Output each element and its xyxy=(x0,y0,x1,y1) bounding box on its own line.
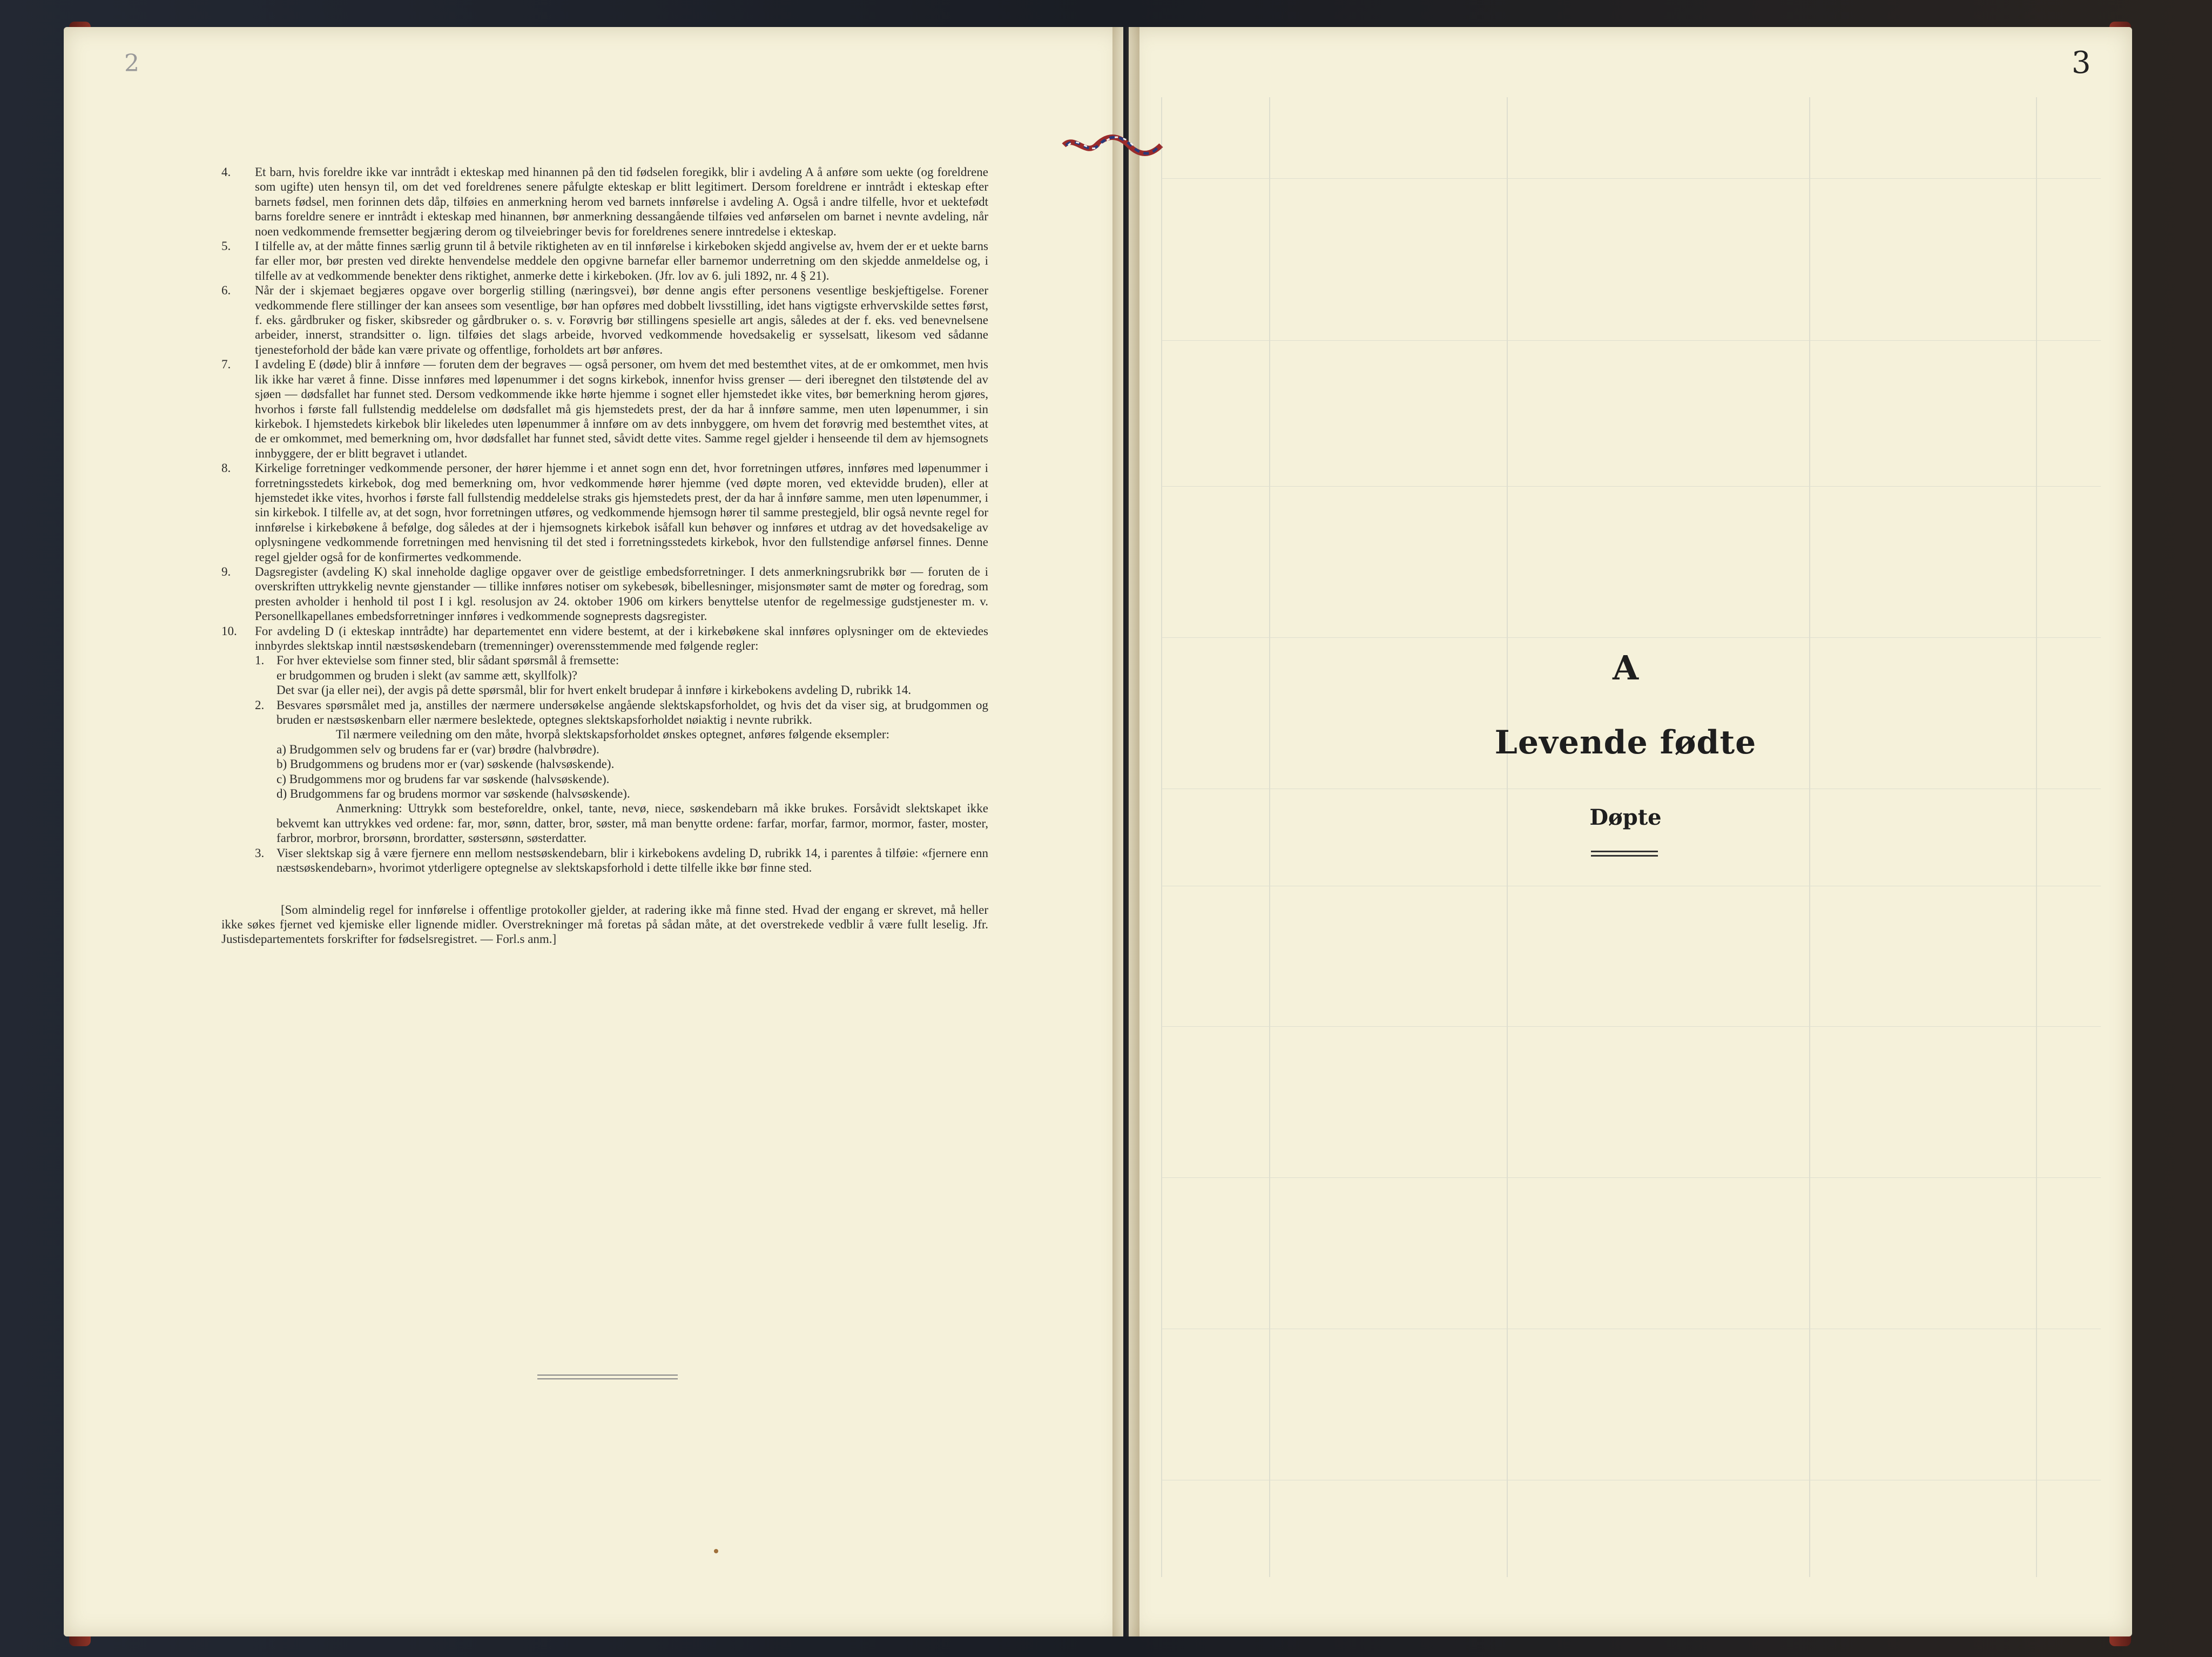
instruction-item-4 xyxy=(221,165,988,239)
item-text: Dagsregister (avdeling K) skal inneholde daglige opgaver over de geistlige embedsforretninger. I dets anmerkningsrubrikk bør — foruten de i overskriften uttrykkelig nevnte gjenstander — tillike innføres notiser om sykebesøk, bibellesninger, misjonsmøter samt de møter og foredrag, som presten avholder i henhold til post I i kgl. resolusjon av 24. oktober 1906 om kirkers benyttelse utenfor de regelmessige gudstjenester m. v. Personellkapellanes embedsforretninger innføres i vedkommende sogneprests dagsregister. xyxy=(255,564,988,623)
instruction-item-8 xyxy=(221,461,988,564)
bleed-through-table xyxy=(1161,97,2101,1577)
book-gutter xyxy=(1112,27,1139,1636)
item-text: Et barn, hvis foreldre ikke var inntrådt i ekteskap med hinannen på den tid fødselen foregikk, blir i avdeling A å anføre som uekte (og foreldrene som ugifte) uten hensyn til, om det ved foreldrenes senere påfulgte ekteskap er blitt legitimert. Dersom foreldrene er inntrådt i ekteskap efter barnets fødsel, men forinnen dets dåp, tilføies en anmerkning herom ved barnets innførelse i avdeling A. Også i andre tilfelle, hvor et uektefødt barns foreldre senere er inntrådt i ekteskap med hinannen, bør anmerkning dessangående tilføies ved anførselen om barnet i nevnte avdeling, når noen vedkommende fremsetter begjæring derom og tilveiebringer bevis for foreldrenes senere inntredelse i ekteskap. xyxy=(255,165,988,238)
example-b: b) Brudgommens og brudens mor er (var) søskende (halvsøskende). xyxy=(276,757,615,771)
rule-note: Anmerkning: Uttrykk som besteforeldre, onkel, tante, nevø, niece, søskendebarn må ikke brukes. Forsåvidt slektskapet ikke bekvemt kan uttrykkes ved ordene: far, mor, sønn, datter, bror, søster, må man benytte ordene: farfar, morfar, farmor, mormor, faster, moster, farbror, morbror, brorsønn, brordatter, søstersønn, søsterdatter. xyxy=(276,801,988,845)
item-text: Når der i skjemaet begjæres opgave over borgerlig stilling (næringsvei), bør denne angis efter personens vesentlige beskjeftigelse. Forener vedkommende flere stillinger der kan ansees som vesentlige, bør han opføres med dobbelt livsstilling, idet hans vigtigste erhvervskilde settes først, f. eks. gårdbruker og fisker, skibsreder og gårdbruker o. s. v. Forøvrig bør stillingens spesielle art angis, således at der f. eks. ved benevnelsene arbeider, innerst, strandsitter o. lign. tilføies det slags arbeide, hvorved vedkommende hovedsakelig er sysselsatt, likesom ved sådanne tjenesteforhold der både kan være private og offentlige, forholdets art bør anføres. xyxy=(255,284,988,356)
item-number: 10. xyxy=(221,624,237,638)
section-letter: A xyxy=(1612,648,1639,688)
item-number: 6. xyxy=(221,284,231,298)
instruction-item-9 xyxy=(221,564,988,624)
bookmark-ribbon-icon xyxy=(1058,132,1166,159)
example-a: a) Brudgommen selv og brudens far er (var) brødre (halvbrødre). xyxy=(276,742,599,756)
rule-number: 1. xyxy=(255,654,265,668)
divider-line xyxy=(537,1375,678,1376)
divider-line xyxy=(537,1378,678,1379)
instruction-item-7 xyxy=(221,357,988,461)
rule-1 xyxy=(255,653,988,697)
section-subtitle: Døpte xyxy=(1589,805,1662,830)
example-d: d) Brudgommens far og brudens mormor var søskende (halvsøskende). xyxy=(276,787,630,801)
rule-answer: Det svar (ja eller nei), der avgis på dette spørsmål, blir for hvert enkelt brudepar å innføre i kirkebokens avdeling D, rubrikk 14. xyxy=(276,683,912,697)
instruction-item-5 xyxy=(221,239,988,283)
rule-text: Besvares spørsmålet med ja, anstilles der nærmere undersøkelse angående slektskapsforholdet, og hvis det da viser sig, at brudgommen og bruden er næstsøskenbarn eller nærmere beslektede, optegnes slektskapsforholdet nøiaktig i nevnte rubrikk. xyxy=(276,698,988,727)
rule-text: Viser slektskap sig å være fjernere enn mellom nestsøskendebarn, blir i kirkebokens avdeling D, rubrikk 14, i parentes å tilføie: «fjernere enn næstsøskendebarn», hvorimot ytderligere optegnelse av slektskapsforhold i dette tilfelle ikke bør finne sted. xyxy=(276,846,988,875)
item-number: 8. xyxy=(221,461,231,475)
rule-2 xyxy=(255,698,988,846)
publisher-footnote: [Som almindelig regel for innførelse i offentlige protokoller gjelder, at radering ikke må finne sted. Hvad der engang er skrevet, må heller ikke søkes fjernet ved kjemiske eller lignende midler. Overstrekninger må foretas på sådan måte, at det overstrekede vedblir å være fullt leselig. Jfr. Justisdepartementets forskrifter for fødselsregistret. — Forl.s anm.] xyxy=(221,902,988,946)
item-text: For avdeling D (i ekteskap inntrådte) har departementet enn videre bestemt, at der i kirkebøkene skal innføres oplysninger om de ekteviedes innbyrdes slektskap inntil næstsøskendebarn (tremenninger) overensstemmende med følgende regler: xyxy=(255,624,988,652)
item-number: 9. xyxy=(221,564,231,578)
title-underline xyxy=(1591,855,1658,857)
example-c: c) Brudgommens mor og brudens far var søskende (halvsøskende). xyxy=(276,772,610,786)
right-page-number: 3 xyxy=(2072,45,2091,80)
rule-guidance: Til nærmere veiledning om den måte, hvorpå slektskapsforholdet ønskes optegnet, anføres følgende eksempler: xyxy=(336,728,889,742)
instruction-item-10 xyxy=(221,624,988,875)
rule-text: For hver ektevielse som finner sted, blir sådant spørsmål å fremsette: xyxy=(276,654,619,668)
instructions-text-block xyxy=(221,165,988,947)
item-number: 4. xyxy=(221,165,231,179)
title-underline xyxy=(1591,851,1658,852)
rule-number: 3. xyxy=(255,846,265,860)
instruction-item-6 xyxy=(221,283,988,357)
rule-number: 2. xyxy=(255,698,265,712)
paper-stain xyxy=(714,1549,718,1553)
section-title: Levende fødte xyxy=(1494,724,1757,762)
item-number: 5. xyxy=(221,239,231,253)
item-text: I avdeling E (døde) blir å innføre — foruten dem der begraves — også personer, om hvem det med bestemthet vites, at de er omkommet, men hvis lik ikke har været å finne. Disse innføres med løpenummer i det sogns kirkebok, innenfor hviss grenser — deri iberegnet den tilstøtende del av sjøen — dødsfallet har funnet sted. Dersom vedkommende ikke hørte hjemme i sognet eller hjemstedet ikke vites, bør bemerkning herom gjøres, hvorhos i første fall fullstendig meddelelse om dødsfallet må gis hjemstedets prest, der da har å innføre samme, men uten løpenummer, i sin kirkebok. I hjemstedets kirkebok blir likeledes uten løpenummer å innføre om av dets innbyggere, om hvem det forøvrig med bestemthet vites, at de er omkommet, med bemerkning om, hvor dødsfallet har funnet sted, såvidt dette vites. Samme regel gjelder i henseende til dem av hjemsognets innbyggere, der er blitt begravet i utlandet. xyxy=(255,358,988,460)
item-number: 7. xyxy=(221,358,231,372)
item-text: I tilfelle av, at der måtte finnes særlig grunn til å betvile riktigheten av en til innførelse i kirkeboken skjedd angivelse av, hvem der er et uekte barns far eller mor, bør presten ved direkte henvendelse meddele den opgivne barnefar eller barnemor underretning om den skjedde anmeldelse og, i tilfelle av at vedkommende benekter dens riktighet, anmerke dette i kirkeboken. (Jfr. lov av 6. juli 1892, nr. 4 § 21). xyxy=(255,239,988,282)
item-text: Kirkelige forretninger vedkommende personer, der hører hjemme i et annet sogn enn det, hvor forretningen utføres, innføres med løpenummer i forretningsstedets kirkebok, dog med bemerkning om, hvor vedkommende hører hjemme (ved døpte moren, ved ektevidde bruden), eller at hjemstedet ikke vites, hvorhos i første fall fullstendig meddelelse straks gis hjemstedets prest, der da har å innføre samme, men uten løpenummer, i sin kirkebok. I tilfelle av, at det sogn, hvor forretningen utføres, og vedkommende hjemsogn hører til samme prestegjeld, blir også nevnte regel for innførelse i kirkebøkene å befølge, dog således at der i hjemsognets kirkebok isåfall kun behøver og innføres et utdrag av det hovedsakelige av oplysningene vedkommende forretningen med henvisning til det sted i forretningsstedets kirkebok, hvor den fullstendige anførsel finnes. Denne regel gjelder også for de konfirmertes vedkommende. xyxy=(255,461,988,564)
rule-3 xyxy=(255,846,988,875)
left-page-number: 2 xyxy=(124,50,139,77)
rule-question: er brudgommen og bruden i slekt (av samme ætt, skyllfolk)? xyxy=(276,668,577,682)
